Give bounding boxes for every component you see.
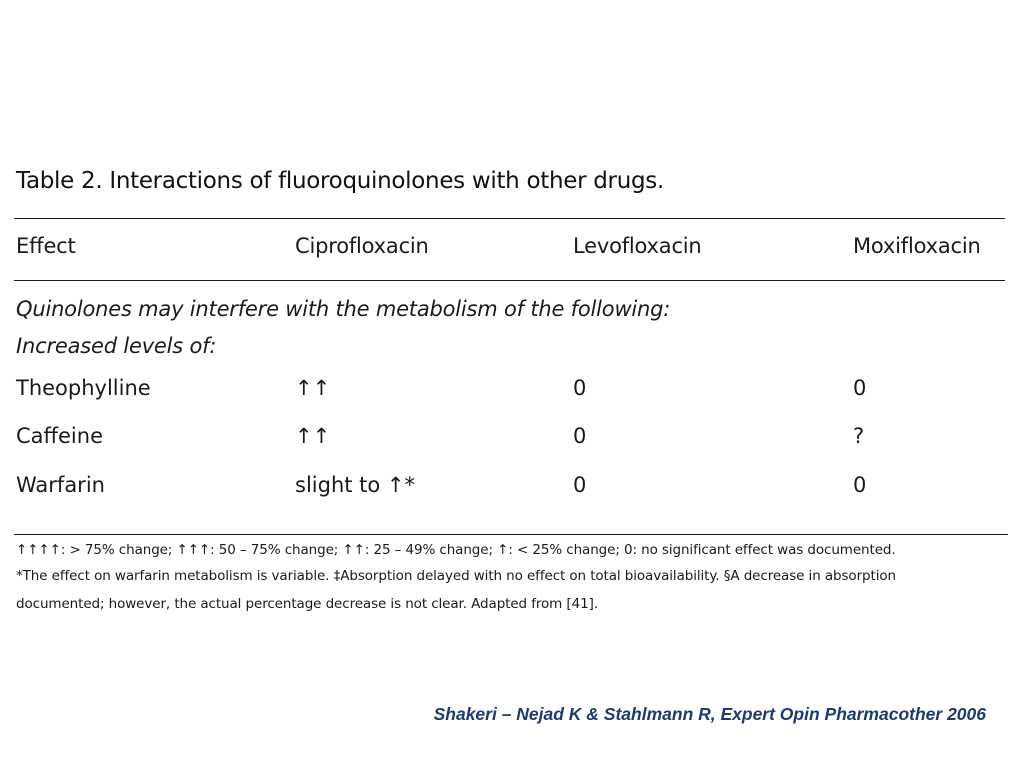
row-theophylline-moxifloxacin: 0 [853,376,867,400]
section-label: Quinolones may interfere with the metabolism of the following: [16,297,671,321]
header-ciprofloxacin: Ciprofloxacin [295,234,429,258]
footnote-source: documented; however, the actual percentage decrease is not clear. Adapted from [41]. [16,596,598,612]
citation: Shakeri – Nejad K & Stahlmann R, Expert Opin Pharmacother 2006 [433,704,986,724]
footnote-legend: ↑↑↑↑: > 75% change; ↑↑↑: 50 – 75% change; ↑↑: 25 – 49% change; ↑: < 25% change; 0: no significant effect was documented. [16,542,896,558]
row-caffeine-effect: Caffeine [16,424,103,448]
row-warfarin-moxifloxacin: 0 [853,473,867,497]
header-levofloxacin: Levofloxacin [573,234,702,258]
row-caffeine-levofloxacin: 0 [573,424,587,448]
table-title: Table 2. Interactions of fluoroquinolones with other drugs. [16,168,664,194]
row-caffeine-ciprofloxacin: ↑↑ [295,424,331,448]
row-warfarin-levofloxacin: 0 [573,473,587,497]
row-theophylline-ciprofloxacin: ↑↑ [295,376,331,400]
row-caffeine-moxifloxacin: ? [853,424,865,448]
footnote-warfarin: *The effect on warfarin metabolism is variable. ‡Absorption delayed with no effect on total bioavailability. §A decrease in absorption [16,568,896,584]
header-effect: Effect [16,234,76,258]
header-moxifloxacin: Moxifloxacin [853,234,981,258]
row-theophylline-effect: Theophylline [16,376,151,400]
subsection-label: Increased levels of: [16,334,217,358]
row-theophylline-levofloxacin: 0 [573,376,587,400]
row-warfarin-ciprofloxacin: slight to ↑* [295,473,416,497]
row-warfarin-effect: Warfarin [16,473,105,497]
